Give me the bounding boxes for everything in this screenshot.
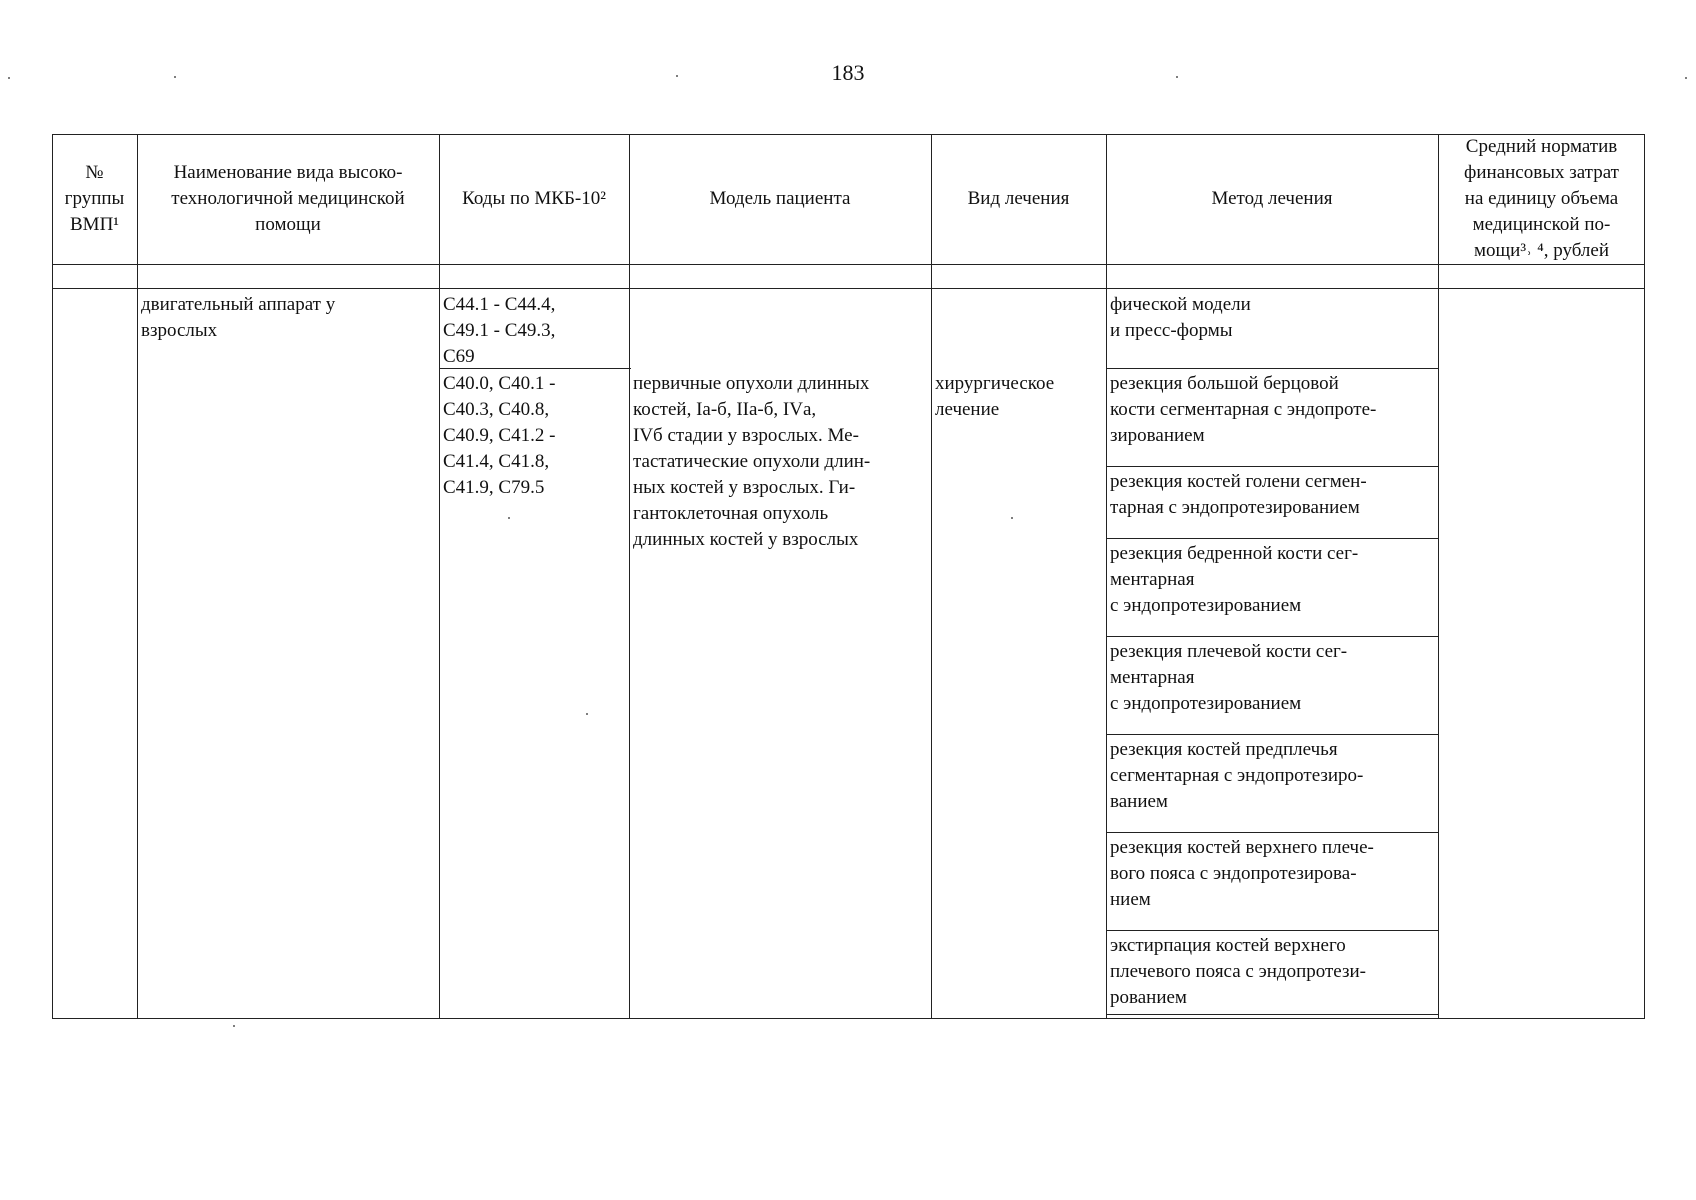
method-divider-rule-7: [1106, 930, 1438, 931]
method-divider-rule-3: [1106, 538, 1438, 539]
column-rule-1: [137, 134, 138, 1019]
table-right-border: [1644, 134, 1645, 1019]
codes-divider-rule: [439, 368, 631, 369]
column-rule-4: [931, 134, 932, 1019]
scan-speck: [8, 77, 10, 79]
header-care-type-name: Наименование вида высоко- технологичной медицинской помощи: [171, 162, 405, 235]
scan-speck: [676, 75, 678, 77]
page-number: 183: [831, 60, 865, 85]
scan-speck: [1685, 77, 1687, 79]
treatment-type-cell: хирургическое лечение: [935, 373, 1055, 420]
care-type-name-cell: двигательный аппарат у взрослых: [141, 294, 336, 341]
method-divider-rule-5: [1106, 734, 1438, 735]
scan-speck: [174, 76, 176, 78]
header-icd-codes: Коды по МКБ-10²: [462, 188, 606, 209]
header-treatment-type: Вид лечения: [967, 188, 1070, 209]
column-rule-5: [1106, 134, 1107, 1019]
treatment-method-cell-4: резекция плечевой кости сег- ментарная с эндопротезированием: [1110, 641, 1348, 714]
patient-model-cell: первичные опухоли длинных костей, Iа-б, IIа-б, IVа, IVб стадии у взрослых. Ме- тастатические опухоли длин- ных костей у взрослых. Ги- гантоклеточная опухоль длинных костей у взрослых: [633, 373, 871, 550]
spacer-row-rule: [52, 288, 1645, 289]
scan-speck: [586, 713, 588, 715]
method-divider-rule-8: [1106, 1014, 1438, 1015]
table-bottom-border: [52, 1018, 1645, 1019]
treatment-method-cell-0: фической модели и пресс-формы: [1110, 294, 1251, 341]
method-divider-rule-1: [1106, 368, 1438, 369]
treatment-table: [52, 134, 1645, 1018]
header-bottom-rule: [52, 264, 1645, 265]
scan-speck: [508, 517, 510, 519]
treatment-method-cell-5: резекция костей предплечья сегментарная с эндопротезиро- ванием: [1110, 739, 1364, 812]
treatment-method-cell-7: экстирпация костей верхнего плечевого пояса с эндопротези- рованием: [1110, 935, 1366, 1008]
table-left-border: [52, 134, 53, 1019]
header-patient-model: Модель пациента: [709, 188, 851, 209]
header-group-number: № группы ВМП¹: [64, 162, 125, 235]
treatment-method-cell-1: резекция большой берцовой кости сегментарная с эндопроте- зированием: [1110, 373, 1377, 446]
table-top-border: [52, 134, 1645, 135]
scan-speck: [1011, 517, 1013, 519]
column-rule-2: [439, 134, 440, 1019]
method-divider-rule-2: [1106, 466, 1438, 467]
treatment-method-cell-2: резекция костей голени сегмен- тарная с эндопротезированием: [1110, 471, 1367, 518]
header-average-cost: Средний норматив финансовых затрат на единицу объема медицинской по- мощи³˒ ⁴, рублей: [1464, 136, 1619, 261]
treatment-method-cell-6: резекция костей верхнего плече- вого пояса с эндопротезирова- нием: [1110, 837, 1374, 910]
scan-speck: [1176, 76, 1178, 78]
method-divider-rule-4: [1106, 636, 1438, 637]
header-treatment-method: Метод лечения: [1211, 188, 1333, 209]
icd-codes-cell-1: C44.1 - C44.4, C49.1 - C49.3, C69: [443, 294, 556, 367]
treatment-method-cell-3: резекция бедренной кости сег- ментарная с эндопротезированием: [1110, 543, 1359, 616]
method-divider-rule-6: [1106, 832, 1438, 833]
icd-codes-cell-2: C40.0, C40.1 - C40.3, C40.8, C40.9, C41.2 - C41.4, C41.8, C41.9, C79.5: [443, 373, 556, 498]
scan-speck: [233, 1025, 235, 1027]
column-rule-6: [1438, 134, 1439, 1019]
column-rule-3: [629, 134, 630, 1019]
